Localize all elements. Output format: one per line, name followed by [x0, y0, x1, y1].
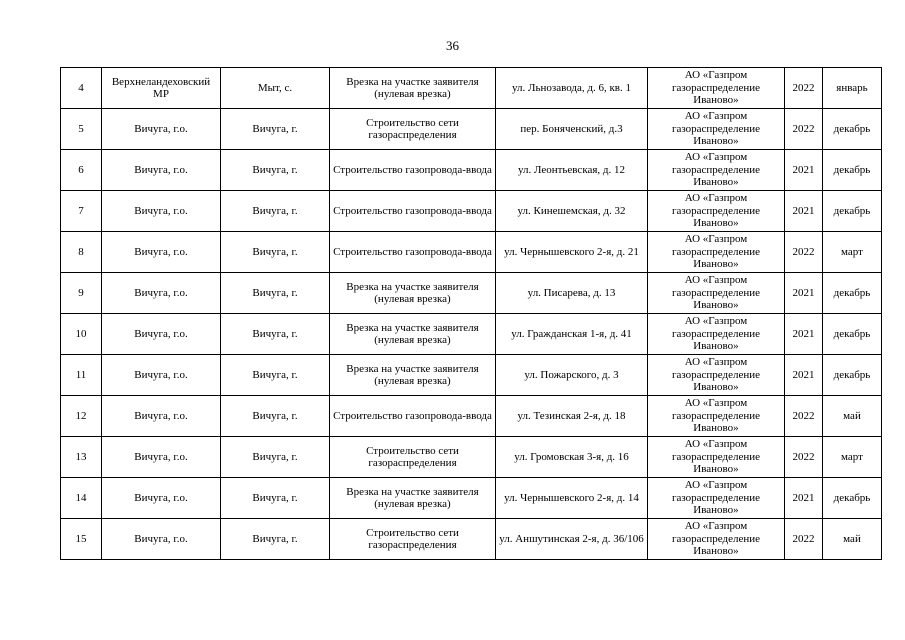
cell-organization: АО «Газпром газораспределение Иваново» — [648, 273, 785, 314]
cell-address: ул. Льнозавода, д. 6, кв. 1 — [496, 68, 648, 109]
cell-district: Вичуга, г.о. — [102, 232, 221, 273]
cell-work-type: Врезка на участке заявителя (нулевая врезка) — [330, 273, 496, 314]
cell-year: 2021 — [785, 191, 823, 232]
cell-month: декабрь — [823, 273, 882, 314]
cell-number: 14 — [61, 478, 102, 519]
cell-work-type: Строительство газопровода-ввода — [330, 396, 496, 437]
cell-month: май — [823, 519, 882, 560]
cell-organization: АО «Газпром газораспределение Иваново» — [648, 396, 785, 437]
cell-address: ул. Чернышевского 2-я, д. 21 — [496, 232, 648, 273]
cell-work-type: Строительство газопровода-ввода — [330, 232, 496, 273]
cell-address: ул. Писарева, д. 13 — [496, 273, 648, 314]
cell-number: 7 — [61, 191, 102, 232]
cell-year: 2022 — [785, 396, 823, 437]
cell-month: декабрь — [823, 355, 882, 396]
cell-district: Вичуга, г.о. — [102, 478, 221, 519]
cell-number: 10 — [61, 314, 102, 355]
cell-district: Вичуга, г.о. — [102, 437, 221, 478]
cell-number: 8 — [61, 232, 102, 273]
cell-locality: Вичуга, г. — [221, 191, 330, 232]
cell-year: 2021 — [785, 150, 823, 191]
gasification-table — [60, 67, 882, 560]
cell-organization: АО «Газпром газораспределение Иваново» — [648, 150, 785, 191]
cell-work-type: Строительство сети газораспределения — [330, 437, 496, 478]
cell-address: ул. Аншутинская 2-я, д. 36/106 — [496, 519, 648, 560]
cell-district: Вичуга, г.о. — [102, 150, 221, 191]
cell-address: ул. Гражданская 1-я, д. 41 — [496, 314, 648, 355]
cell-work-type: Строительство сети газораспределения — [330, 109, 496, 150]
cell-organization: АО «Газпром газораспределение Иваново» — [648, 437, 785, 478]
table-body — [61, 68, 882, 560]
table-row — [61, 191, 882, 232]
cell-district: Вичуга, г.о. — [102, 109, 221, 150]
cell-organization: АО «Газпром газораспределение Иваново» — [648, 314, 785, 355]
cell-year: 2022 — [785, 232, 823, 273]
cell-locality: Вичуга, г. — [221, 109, 330, 150]
cell-organization: АО «Газпром газораспределение Иваново» — [648, 478, 785, 519]
cell-year: 2021 — [785, 478, 823, 519]
cell-work-type: Врезка на участке заявителя (нулевая врезка) — [330, 314, 496, 355]
cell-number: 15 — [61, 519, 102, 560]
cell-year: 2022 — [785, 437, 823, 478]
cell-locality: Вичуга, г. — [221, 396, 330, 437]
cell-address: ул. Чернышевского 2-я, д. 14 — [496, 478, 648, 519]
cell-number: 9 — [61, 273, 102, 314]
table-row — [61, 478, 882, 519]
cell-organization: АО «Газпром газораспределение Иваново» — [648, 109, 785, 150]
cell-month: декабрь — [823, 478, 882, 519]
cell-address: ул. Кинешемская, д. 32 — [496, 191, 648, 232]
cell-address: ул. Тезинская 2-я, д. 18 — [496, 396, 648, 437]
cell-work-type: Врезка на участке заявителя (нулевая врезка) — [330, 355, 496, 396]
cell-address: пер. Боняченский, д.3 — [496, 109, 648, 150]
cell-number: 12 — [61, 396, 102, 437]
cell-work-type: Строительство газопровода-ввода — [330, 191, 496, 232]
cell-address: ул. Пожарского, д. 3 — [496, 355, 648, 396]
cell-organization: АО «Газпром газораспределение Иваново» — [648, 355, 785, 396]
cell-district: Вичуга, г.о. — [102, 314, 221, 355]
cell-number: 5 — [61, 109, 102, 150]
cell-month: январь — [823, 68, 882, 109]
cell-work-type: Строительство газопровода-ввода — [330, 150, 496, 191]
cell-year: 2021 — [785, 355, 823, 396]
cell-work-type: Строительство сети газораспределения — [330, 519, 496, 560]
table-row — [61, 519, 882, 560]
cell-locality: Вичуга, г. — [221, 232, 330, 273]
cell-locality: Вичуга, г. — [221, 314, 330, 355]
cell-month: март — [823, 437, 882, 478]
cell-number: 13 — [61, 437, 102, 478]
cell-district: Вичуга, г.о. — [102, 355, 221, 396]
cell-locality: Вичуга, г. — [221, 273, 330, 314]
cell-locality: Вичуга, г. — [221, 519, 330, 560]
cell-number: 4 — [61, 68, 102, 109]
table-row — [61, 150, 882, 191]
table-row — [61, 109, 882, 150]
cell-address: ул. Леонтьевская, д. 12 — [496, 150, 648, 191]
cell-month: декабрь — [823, 150, 882, 191]
page-number: 36 — [446, 38, 459, 53]
table-row — [61, 273, 882, 314]
table-row — [61, 68, 882, 109]
cell-number: 11 — [61, 355, 102, 396]
cell-number: 6 — [61, 150, 102, 191]
table-row — [61, 396, 882, 437]
cell-locality: Вичуга, г. — [221, 437, 330, 478]
cell-year: 2021 — [785, 314, 823, 355]
cell-locality: Мыт, с. — [221, 68, 330, 109]
cell-year: 2022 — [785, 68, 823, 109]
table-row — [61, 355, 882, 396]
cell-work-type: Врезка на участке заявителя (нулевая врезка) — [330, 478, 496, 519]
cell-organization: АО «Газпром газораспределение Иваново» — [648, 191, 785, 232]
cell-locality: Вичуга, г. — [221, 150, 330, 191]
cell-month: декабрь — [823, 109, 882, 150]
cell-district: Вичуга, г.о. — [102, 396, 221, 437]
cell-organization: АО «Газпром газораспределение Иваново» — [648, 68, 785, 109]
cell-district: Верхнеландеховский МР — [102, 68, 221, 109]
cell-locality: Вичуга, г. — [221, 355, 330, 396]
table-row — [61, 232, 882, 273]
cell-month: декабрь — [823, 314, 882, 355]
cell-month: май — [823, 396, 882, 437]
cell-district: Вичуга, г.о. — [102, 519, 221, 560]
cell-locality: Вичуга, г. — [221, 478, 330, 519]
table-row — [61, 437, 882, 478]
cell-address: ул. Громовская 3-я, д. 16 — [496, 437, 648, 478]
cell-district: Вичуга, г.о. — [102, 191, 221, 232]
cell-work-type: Врезка на участке заявителя (нулевая врезка) — [330, 68, 496, 109]
cell-organization: АО «Газпром газораспределение Иваново» — [648, 519, 785, 560]
cell-month: март — [823, 232, 882, 273]
cell-year: 2022 — [785, 109, 823, 150]
cell-district: Вичуга, г.о. — [102, 273, 221, 314]
table-row — [61, 314, 882, 355]
cell-year: 2022 — [785, 519, 823, 560]
cell-year: 2021 — [785, 273, 823, 314]
cell-month: декабрь — [823, 191, 882, 232]
cell-organization: АО «Газпром газораспределение Иваново» — [648, 232, 785, 273]
